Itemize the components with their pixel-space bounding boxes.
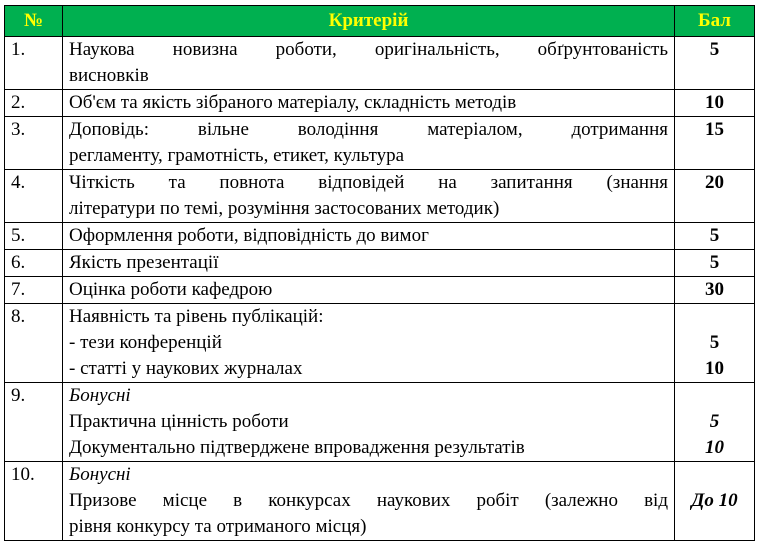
criterion-line: Наукова новизна роботи, оригінальність, обґрунтованість	[69, 39, 668, 60]
score-value: 5	[709, 332, 720, 353]
row-number: 2.	[5, 90, 63, 117]
criterion-text	[63, 383, 675, 462]
score-cell	[675, 277, 755, 304]
score-value: 20	[705, 172, 724, 193]
criterion-line: - тези конференцій	[69, 332, 222, 353]
row-number: 6.	[5, 250, 63, 277]
row-number: 1.	[5, 37, 63, 90]
criterion-line: Доповідь: вільне володіння матеріалом, дотримання	[69, 119, 668, 140]
criteria-table	[4, 5, 755, 541]
score-value: 10	[705, 437, 724, 458]
table-row	[5, 90, 755, 117]
criterion-line: Призове місце в конкурсах наукових робіт (залежно від	[69, 490, 668, 511]
row-number: 5.	[5, 223, 63, 250]
table-row	[5, 170, 755, 223]
criterion-line: Об'єм та якість зібраного матеріалу, складність методів	[69, 92, 517, 113]
criterion-text	[63, 250, 675, 277]
table-row	[5, 37, 755, 90]
score-value: 10	[705, 92, 724, 113]
score-cell	[675, 250, 755, 277]
score-value: 5	[709, 252, 720, 273]
score-cell	[675, 223, 755, 250]
row-number: 3.	[5, 117, 63, 170]
score-value: 5	[709, 411, 720, 432]
score-cell	[675, 383, 755, 462]
score-cell	[675, 462, 755, 541]
header-criterion: Критерій	[63, 6, 675, 37]
criterion-line: Оформлення роботи, відповідність до вимог	[69, 225, 429, 246]
row-number: 9.	[5, 383, 63, 462]
criterion-line: Документально підтверджене впровадження результатів	[69, 437, 525, 458]
criterion-line: Оцінка роботи кафедрою	[69, 279, 273, 300]
bonus-label: Бонусні	[69, 464, 131, 485]
header-score: Бал	[675, 6, 755, 37]
score-value: 10	[705, 358, 724, 379]
row-number: 10.	[5, 462, 63, 541]
row-number: 7.	[5, 277, 63, 304]
criterion-text	[63, 170, 675, 223]
score-value: 15	[705, 119, 724, 140]
score-cell	[675, 304, 755, 383]
score-value: До 10	[691, 490, 738, 511]
criterion-text	[63, 117, 675, 170]
table-row	[5, 117, 755, 170]
criterion-text	[63, 90, 675, 117]
row-number: 8.	[5, 304, 63, 383]
table-row	[5, 304, 755, 383]
criterion-text	[63, 37, 675, 90]
criterion-text	[63, 462, 675, 541]
criterion-line: висновків	[69, 65, 149, 86]
row-number: 4.	[5, 170, 63, 223]
score-value	[675, 462, 754, 488]
criterion-text	[63, 304, 675, 383]
score-value	[675, 383, 754, 409]
table-row	[5, 223, 755, 250]
table-row	[5, 462, 755, 541]
criterion-text	[63, 223, 675, 250]
score-value	[675, 304, 754, 330]
bonus-label: Бонусні	[69, 385, 131, 406]
criterion-line: Практична цінність роботи	[69, 411, 289, 432]
criterion-line: - статті у наукових журналах	[69, 358, 303, 379]
score-value	[675, 514, 754, 540]
score-cell	[675, 170, 755, 223]
table-row	[5, 383, 755, 462]
criterion-line: регламенту, грамотність, етикет, культура	[69, 145, 405, 166]
criterion-text	[63, 277, 675, 304]
score-value: 5	[709, 225, 720, 246]
criterion-line: Чіткість та повнота відповідей на запитання (знання	[69, 172, 668, 193]
score-cell	[675, 117, 755, 170]
score-value: 5	[709, 39, 720, 60]
criterion-line: літератури по темі, розуміння застосованих методик)	[69, 198, 500, 219]
criterion-line: Наявність та рівень публікацій:	[69, 306, 324, 327]
score-cell	[675, 90, 755, 117]
score-cell	[675, 37, 755, 90]
table-row	[5, 277, 755, 304]
header-num: №	[5, 6, 63, 37]
criterion-line: Якість презентації	[69, 252, 219, 273]
criterion-line: рівня конкурсу та отриманого місця)	[69, 516, 367, 537]
score-value: 30	[705, 279, 724, 300]
header-row	[5, 6, 755, 37]
table-row	[5, 250, 755, 277]
